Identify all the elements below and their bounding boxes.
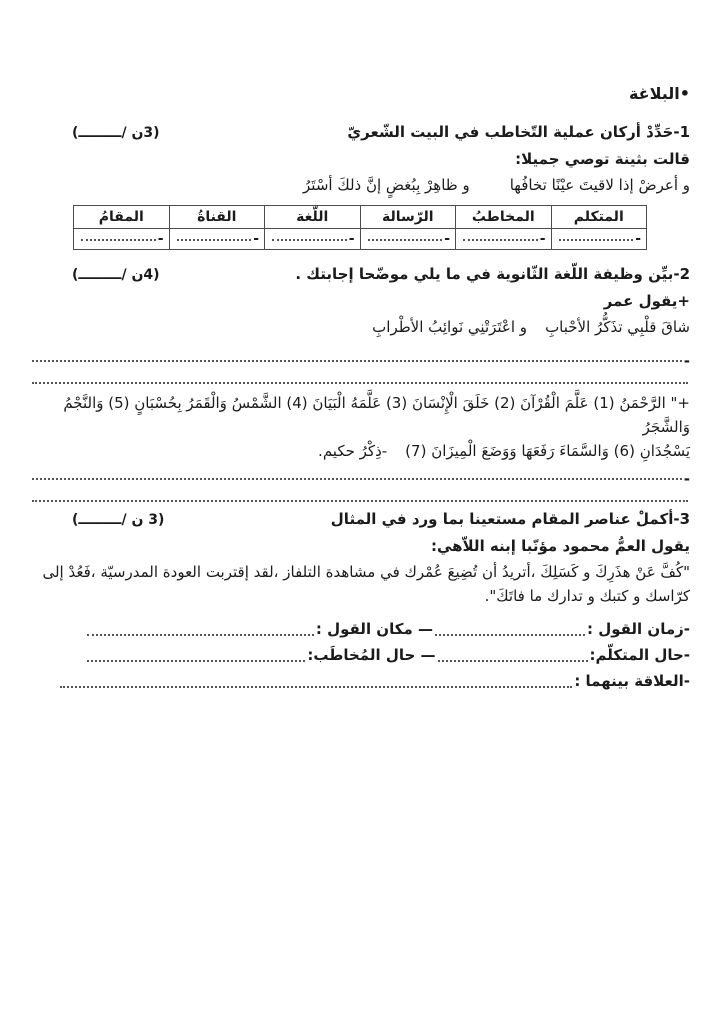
dotted-answer-space [177, 239, 252, 241]
dash: - [253, 230, 259, 247]
addressee-state-label: — حال المُخاطَب: [307, 646, 436, 664]
dotted-answer-line [32, 382, 688, 384]
dash: - [635, 230, 641, 247]
header-cell-speaker: المتكلم [551, 206, 647, 229]
answer-cell-addressee [456, 229, 552, 250]
dash: - [157, 230, 164, 247]
quran-quote-line2: يَسْجُدَانِ (6) وَالسَّمَاءَ رَفَعَهَا وَوَضَعَ الْمِيزَانَ (7) [405, 442, 690, 460]
dotted-answer-space [368, 239, 443, 241]
answer-line-2 [30, 367, 690, 389]
answer-cell-channel [169, 229, 265, 250]
dash: - [683, 470, 690, 488]
place-of-speech-label: — مكان القول : [315, 620, 433, 638]
q3-heading: 3-أكملْ عناصر المقام مستعينا بما ورد في المثال [330, 510, 690, 528]
q1-intro: قالت بثينة توصي جميلا: [515, 150, 690, 168]
quran-quote-line1: +" الرَّحْمَنُ (1) عَلَّمَ الْقُرْآنَ (2) خَلَقَ الْإِنْسَانَ (3) عَلَّمَهُ الْبَيَانَ (4) الشَّمْسُ وَالْقَمَرُ بِحُسْبَانٍ (5) وَالنَّجْمُ وَالشَّجَرُ [63, 394, 690, 436]
subject-title: •البلاغة [628, 84, 690, 103]
dotted-answer-line [32, 500, 688, 502]
header-cell-channel: القناةُ [169, 206, 265, 229]
q3-intro: يقول العمُّ محمود مؤنّبا إبنه اللاّهي: [430, 537, 690, 555]
q2-heading: 2-بيِّن وظيفة اللّغة الثّانوية في ما يلي موضّحا إجابتك . [295, 265, 690, 283]
quran-quote-line2-row [30, 439, 690, 463]
answer-cell-language [265, 229, 361, 250]
header-cell-message: الرّسالة [360, 206, 456, 229]
q1-marks: (3ن /ـــــــــ) [72, 125, 160, 141]
dotted-answer-space [272, 239, 347, 241]
time-of-speech-label: -زمان القول : [586, 620, 690, 638]
answer-cell-context [74, 229, 170, 250]
answer-line-1 [30, 345, 690, 370]
dotted-answer-space [81, 239, 156, 241]
answer-line-3 [30, 463, 690, 488]
communication-elements-table [73, 205, 647, 250]
dotted-answer-space [60, 686, 572, 688]
q1-heading: 1-حَدِّدْ أركان عملية التّخاطب في البيت الشّعريّ [347, 123, 690, 141]
q2-heading-row [30, 262, 690, 287]
field-row-states [30, 642, 690, 668]
q2-marks: (4ن /ـــــــــ) [72, 267, 160, 283]
dotted-answer-space [435, 634, 585, 636]
q1-heading-row [30, 120, 690, 145]
dotted-answer-space [559, 239, 634, 241]
table-header-row [74, 206, 647, 229]
q3-heading-row [30, 507, 690, 532]
dash: - [539, 230, 546, 247]
answer-cell-message [360, 229, 456, 250]
q1-verse-hemistich-left: و ظاهِرْ بِبُغضٍ إنَّ ذلكَ أسْتَرُ [303, 176, 470, 194]
dash: - [683, 352, 690, 370]
relation-label: -العلاقة بينهما : [574, 672, 690, 690]
speaker-state-label: -حال المتكلّم: [589, 646, 690, 664]
table-answer-row [74, 229, 647, 250]
header-cell-language: اللّغة [265, 206, 361, 229]
q2-speaker: +يقول عمر [603, 292, 690, 310]
dotted-answer-line [32, 360, 682, 362]
q2-verse [30, 315, 690, 339]
q2-verse-hemistich-left: و اعْتَرَتْنِي نَوائِبُ الأطْرابِ [372, 318, 528, 336]
dotted-answer-space [463, 239, 538, 241]
dotted-answer-space [87, 660, 305, 662]
dash: - [444, 230, 450, 247]
dotted-answer-line [32, 478, 682, 480]
dotted-answer-space [438, 660, 588, 662]
answer-line-4 [30, 485, 690, 507]
q1-verse [30, 173, 690, 197]
field-row-time-place [30, 616, 690, 642]
header-cell-context: المقامُ [74, 206, 170, 229]
q2-verse-hemistich-right: شاقَ قلْبِي تذَكُّرُ الأحْبابِ [545, 318, 690, 336]
dash: - [348, 230, 355, 247]
q3-marks: (3 ن /ـــــــــ) [72, 512, 165, 528]
quran-source: -ذِكْرُ حكيم. [318, 442, 388, 460]
q3-quote: "كُفَّ عَنْ هذَرِكَ و كَسَلِكَ ،أتريدُ أن تُضِيعَ عُمْرك في مشاهدة التلفاز ،لقد إقتربت العودة المدرسيّة ،فَعُدْ إلى كرّاسك و كتبك و تدارك ما فاتَكَ". [42, 563, 690, 605]
dotted-answer-space [87, 634, 314, 636]
field-row-relation [30, 668, 690, 694]
answer-cell-speaker [551, 229, 647, 250]
header-cell-addressee: المخاطبُ [456, 206, 552, 229]
q1-verse-hemistich-right: و أعرضْ إذا لاقيتَ عيْنًا تخافُها [509, 176, 690, 194]
